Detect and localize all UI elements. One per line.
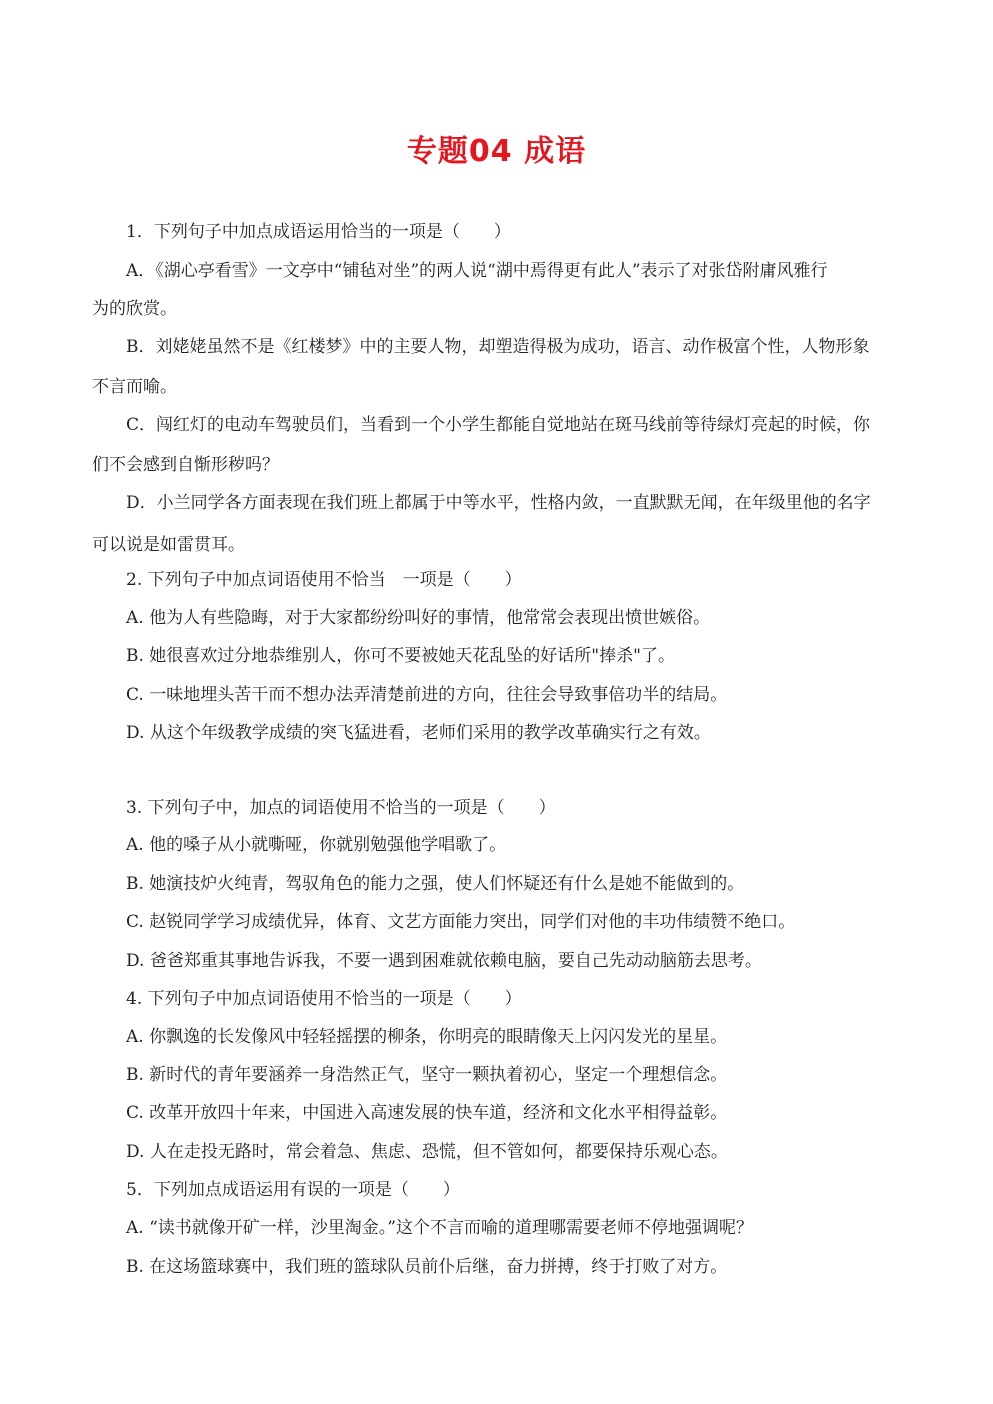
question-3-option-a: A. 他的嗓子从小就嘶哑，你就别勉强他学唱歌了。: [126, 835, 507, 855]
question-4-option-b: B. 新时代的青年要涵养一身浩然正气，坚守一颗执着初心，坚定一个理想信念。: [126, 1065, 728, 1085]
question-1-option-c-cont: 们不会感到自惭形秽吗？: [92, 455, 279, 475]
question-3-option-c: C. 赵锐同学学习成绩优异，体育、文艺方面能力突出，同学们对他的丰功伟绩赞不绝口。: [126, 912, 796, 932]
question-1-option-c: C．闯红灯的电动车驾驶员们，当看到一个小学生都能自觉地站在斑马线前等待绿灯亮起的时候，你: [126, 415, 871, 435]
question-1-option-d-cont: 可以说是如雷贯耳。: [92, 535, 245, 555]
question-2-stem: 2. 下列句子中加点词语使用不恰当 一项是（ ）: [126, 570, 522, 590]
question-3-stem: 3. 下列句子中，加点的词语使用不恰当的一项是（ ）: [126, 798, 556, 818]
question-1-option-a-cont: 为的欣赏。: [92, 299, 177, 319]
question-1-option-a: A．《湖心亭看雪》一文亭中“铺毡对坐”的两人说“湖中焉得更有此人”表示了对张岱附庸风雅行: [126, 261, 828, 281]
question-2-option-c: C. 一味地埋头苦干而不想办法弄清楚前进的方向，往往会导致事倍功半的结局。: [126, 685, 728, 705]
question-4-option-a: A. 你飘逸的长发像风中轻轻摇摆的柳条，你明亮的眼睛像天上闪闪发光的星星。: [126, 1027, 728, 1047]
question-2-option-d: D. 从这个年级教学成绩的突飞猛进看，老师们采用的教学改革确实行之有效。: [126, 723, 711, 743]
question-4-stem: 4. 下列句子中加点词语使用不恰当的一项是（ ）: [126, 989, 522, 1009]
question-4-option-d: D. 人在走投无路时，常会着急、焦虑、恐慌，但不管如何，都要保持乐观心态。: [126, 1142, 728, 1162]
question-2-option-b: B. 她很喜欢过分地恭维别人，你可不要被她天花乱坠的好话所"捧杀"了。: [126, 646, 675, 666]
question-1-option-b: B．刘姥姥虽然不是《红楼梦》中的主要人物，却塑造得极为成功，语言、动作极富个性，人物形象: [126, 337, 870, 357]
question-3-option-b: B. 她演技炉火纯青，驾驭角色的能力之强，使人们怀疑还有什么是她不能做到的。: [126, 874, 745, 894]
page-title: 专题04 成语: [406, 134, 587, 169]
question-5-option-b: B. 在这场篮球赛中，我们班的篮球队员前仆后继，奋力拼搏，终于打败了对方。: [126, 1257, 728, 1277]
question-5-option-a: A. “读书就像开矿一样，沙里淘金。”这个不言而喻的道理哪需要老师不停地强调呢？: [126, 1218, 753, 1238]
question-4-option-c: C. 改革开放四十年来，中国进入高速发展的快车道，经济和文化水平相得益彰。: [126, 1103, 728, 1123]
question-1-stem: 1．下列句子中加点成语运用恰当的一项是（ ）: [126, 222, 511, 242]
question-5-stem: 5．下列加点成语运用有误的一项是（ ）: [126, 1180, 460, 1200]
question-3-option-d: D. 爸爸郑重其事地告诉我，不要一遇到困难就依赖电脑，要自己先动动脑筋去思考。: [126, 951, 762, 971]
question-2-option-a: A. 他为人有些隐晦，对于大家都纷纷叫好的事情，他常常会表现出愤世嫉俗。: [126, 608, 711, 628]
question-1-option-b-cont: 不言而喻。: [92, 377, 177, 397]
question-1-option-d: D．小兰同学各方面表现在我们班上都属于中等水平，性格内敛，一直默默无闻，在年级里他的名字: [126, 493, 871, 513]
